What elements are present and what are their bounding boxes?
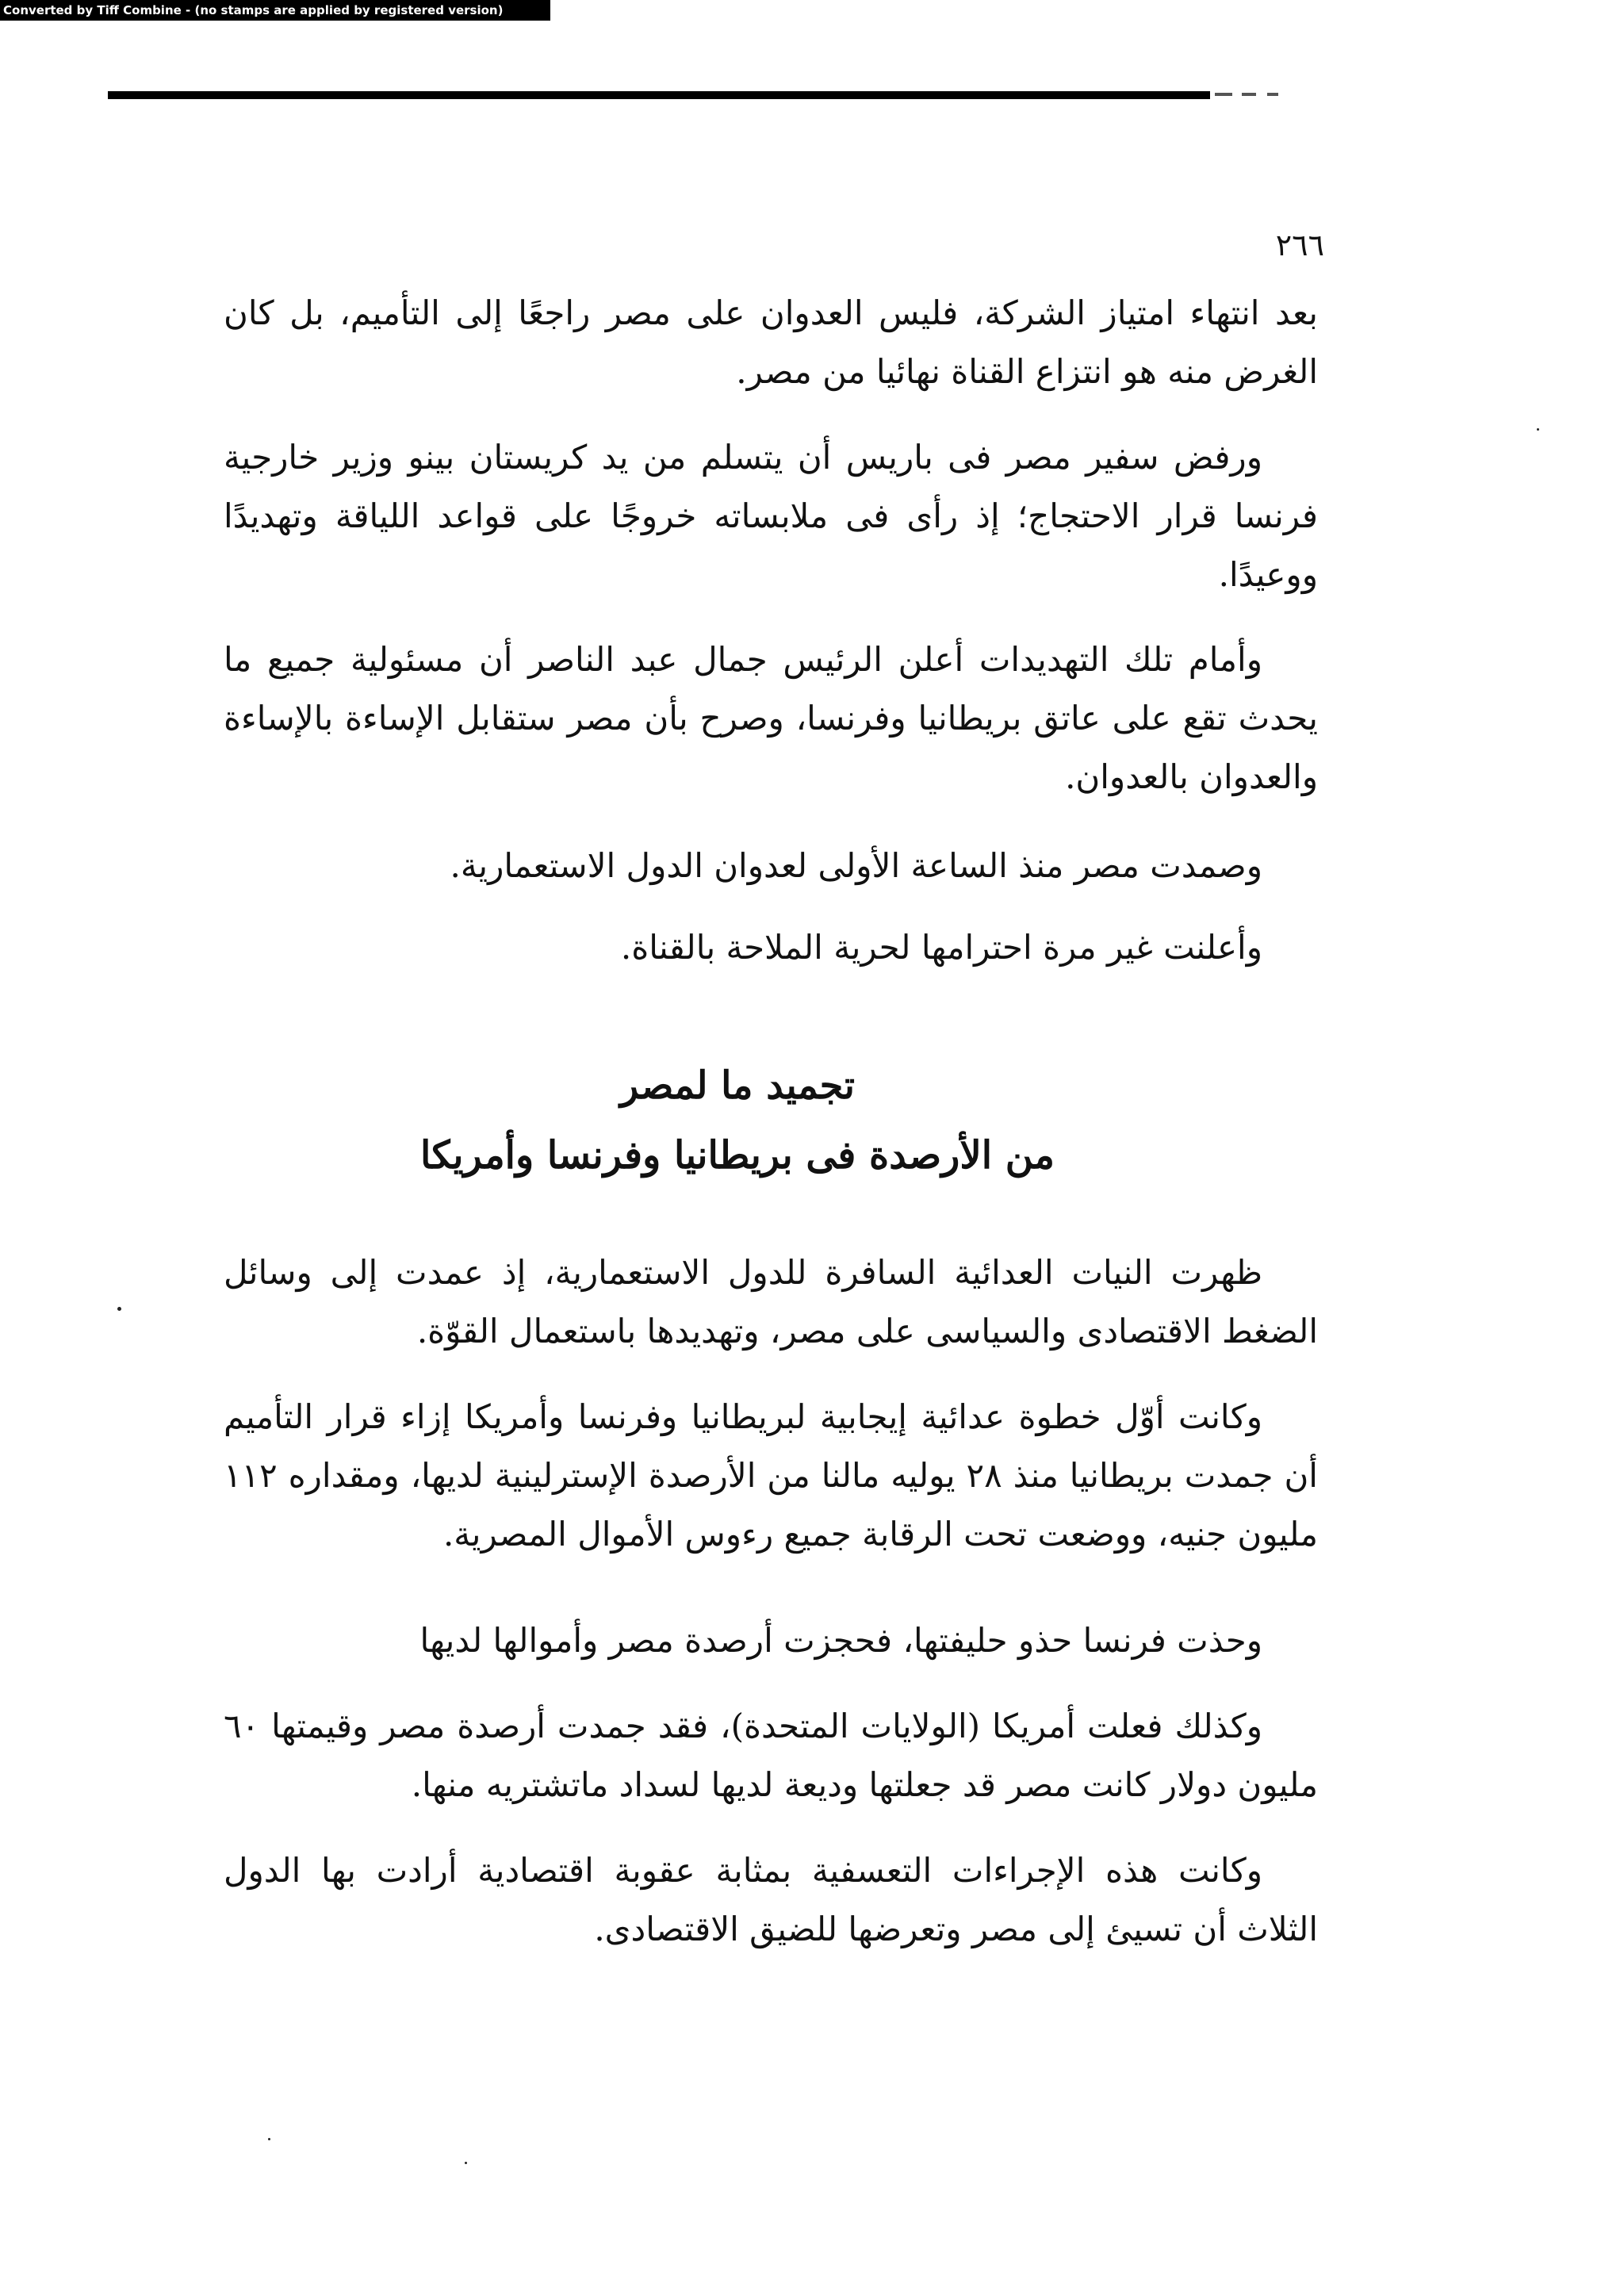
header-rule-dash <box>1215 93 1232 96</box>
paragraph: وحذت فرنسا حذو حليفتها، فحجزت أرصدة مصر وأموالها لديها <box>419 1621 1262 1660</box>
paragraph: وكذلك فعلت أمريكا (الولايات المتحدة)، فقد جمدت أرصدة مصر وقيمتها ٦٠ مليون دولار كانت مصر قد جعلتها وديعة لديها لسداد ماتشتريه منها. <box>224 1707 1318 1804</box>
paragraph: وكانت أوّل خطوة عدائية إيجابية لبريطانيا وفرنسا وأمريكا إزاء قرار التأميم أن جمدت بريطانيا منذ ٢٨ يوليه مالنا من الأرصدة الإسترلينية لديها، ومقداره ١١٢ مليون جنيه، ووضعت تحت الرقابة جميع رءوس الأموال المصرية. <box>224 1397 1318 1554</box>
header-rule <box>108 91 1210 99</box>
paragraph: وأمام تلك التهديدات أعلن الرئيس جمال عبد الناصر أن مسئولية جميع ما يحدث تقع على عاتق بريطانيا وفرنسا، وصرح بأن مصر ستقابل الإساءة بالإساءة والعدوان بالعدوان. <box>224 640 1318 796</box>
section-heading-line-2: من الأرصدة فى بريطانيا وفرنسا وأمريكا <box>419 1133 1055 1178</box>
scan-speck <box>117 1307 121 1311</box>
paragraph: وكانت هذه الإجراءات التعسفية بمثابة عقوبة اقتصادية أرادت بها الدول الثلاث أن تسيئ إلى مصر وتعرضها للضيق الاقتصادى. <box>224 1851 1318 1948</box>
paragraph: وأعلنت غير مرة احترامها لحرية الملاحة بالقناة. <box>620 928 1262 967</box>
scan-speck <box>268 2138 270 2140</box>
page-number: ٢٦٦ <box>1275 228 1324 262</box>
converter-banner: Converted by Tiff Combine - (no stamps are applied by registered version) <box>0 0 550 21</box>
paragraph: ورفض سفير مصر فى باريس أن يتسلم من يد كريستان بينو وزير خارجية فرنسا قرار الاحتجاج؛ إذ رأى فى ملابساته خروجًا على قواعد اللياقة وتهديدًا ووعيدًا. <box>224 438 1318 594</box>
scan-speck <box>465 2162 467 2164</box>
header-rule-dash <box>1242 93 1256 96</box>
paragraph: ظهرت النيات العدائية السافرة للدول الاستعمارية، إذ عمدت إلى وسائل الضغط الاقتصادى والسياسى على مصر، وتهديدها باستعمال القوّة. <box>224 1253 1318 1350</box>
paragraph: بعد انتهاء امتياز الشركة، فليس العدوان على مصر راجعًا إلى التأميم، بل كان الغرض منه هو انتزاع القناة نهائيا من مصر. <box>224 293 1318 391</box>
section-heading-line-1: تجميد ما لمصر <box>619 1063 855 1108</box>
header-rule-dash <box>1267 93 1278 96</box>
paragraph: وصمدت مصر منذ الساعة الأولى لعدوان الدول الاستعمارية. <box>450 846 1262 885</box>
scan-speck <box>1537 428 1539 431</box>
